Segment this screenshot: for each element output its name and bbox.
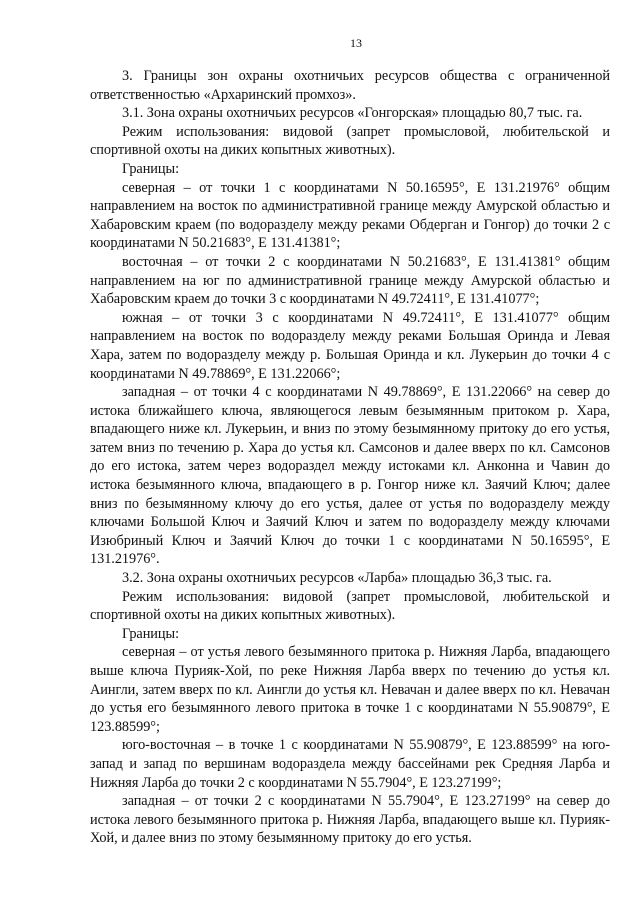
boundary-north: северная – от устья левого безымянного притока р. Нижняя Ларба, впадающего выше ключа Пурияк-Хой, по реке Нижняя Ларба вверх по течению до устья кл. Аингли, затем вверх по кл. Аингли до устья кл. Невачан и далее вверх по кл. Невачан до устья его безымянного левого притока в точке 1 с координатами N 55.90879°, E 123.88599°;	[90, 644, 610, 735]
zone-title: 3.2. Зона охраны охотничьих ресурсов «Ларба» площадью 36,3 тыс. га.	[122, 570, 552, 587]
boundary-east: восточная – от точки 2 с координатами N 50.21683°, E 131.41381° общим направлением на юг по административной границе между Амурской областью и Хабаровским краем до точки 3 с координатами N 49.72411°, E 131.41077°;	[90, 253, 610, 308]
boundary-west: западная – от точки 2 с координатами N 55.7904°, E 123.27199° на север до истока левого безымянного притока р. Нижняя Ларба, впадающего выше кл. Пурияк-Хой, и далее вниз по этому безымянному притоку до его устья.	[90, 793, 610, 847]
boundary-southeast: юго-восточная – в точке 1 с координатами N 55.90879°, E 123.88599° на юго-запад и запад по вершинам водораздела между бассейнами рек Средняя Ларба и Нижняя Ларба до точки 2 с координатами N 55.7904°, E 123.27199°;	[90, 737, 610, 791]
boundary-west: западная – от точки 4 с координатами N 49.78869°, E 131.22066° на север до истока ближайшего ключа, являющегося левым безымянным притоком р. Хара, впадающего ниже кл. Лукерьин, и вниз по этому безымянному притоку до его устья, затем вниз по течению р. Хара до устья кл. Самсонов и далее вверх по кл. Самсонов до его истока, затем через водораздел между истоками кл. Анконна и Чавин до истока безымянного ключа, впадающего в р. Гонгор ниже кл. Заячий Ключ; далее вниз по безымянному ключу до его устья, далее от устья по водоразделу между ключами Большой Ключ и Заячий Ключ и затем по водоразделу между ключами Изюбриный Ключ и Заячий Ключ до точки 1 с координатами N 50.16595°, E 131.21976°.	[90, 384, 610, 568]
section-heading: 3. Границы зон охраны охотничьих ресурсов общества с ограниченной ответственностью «Архаринский промхоз».	[90, 68, 610, 103]
boundaries-label: Границы:	[122, 160, 179, 177]
usage-mode: Режим использования: видовой (запрет промысловой, любительской и спортивной охоты на диких копытных животных).	[90, 123, 610, 159]
zone-title: 3.1. Зона охраны охотничьих ресурсов «Гонгорская» площадью 80,7 тыс. га.	[122, 105, 583, 122]
boundaries-label: Границы:	[122, 625, 179, 642]
page-number: 13	[350, 36, 362, 50]
boundary-north: северная – от точки 1 с координатами N 50.16595°, E 131.21976° общим направлением на восток по административной границе между Амурской областью и Хабаровским краем (по водоразделу между реками Обдерган и Гонгор) до точки 2 с координатами N 50.21683°, E 131.41381°;	[90, 179, 610, 252]
usage-mode: Режим использования: видовой (запрет промысловой, любительской и спортивной охоты на диких копытных животных).	[90, 588, 610, 624]
boundary-south: южная – от точки 3 с координатами N 49.72411°, E 131.41077° общим направлением на восток по водоразделу между реками Большая Оринда и Левая Хара, затем по водоразделу между р. Большая Оринда и кл. Лукерьин до точки 4 с координатами N 49.78869°, E 131.22066°;	[90, 309, 610, 382]
